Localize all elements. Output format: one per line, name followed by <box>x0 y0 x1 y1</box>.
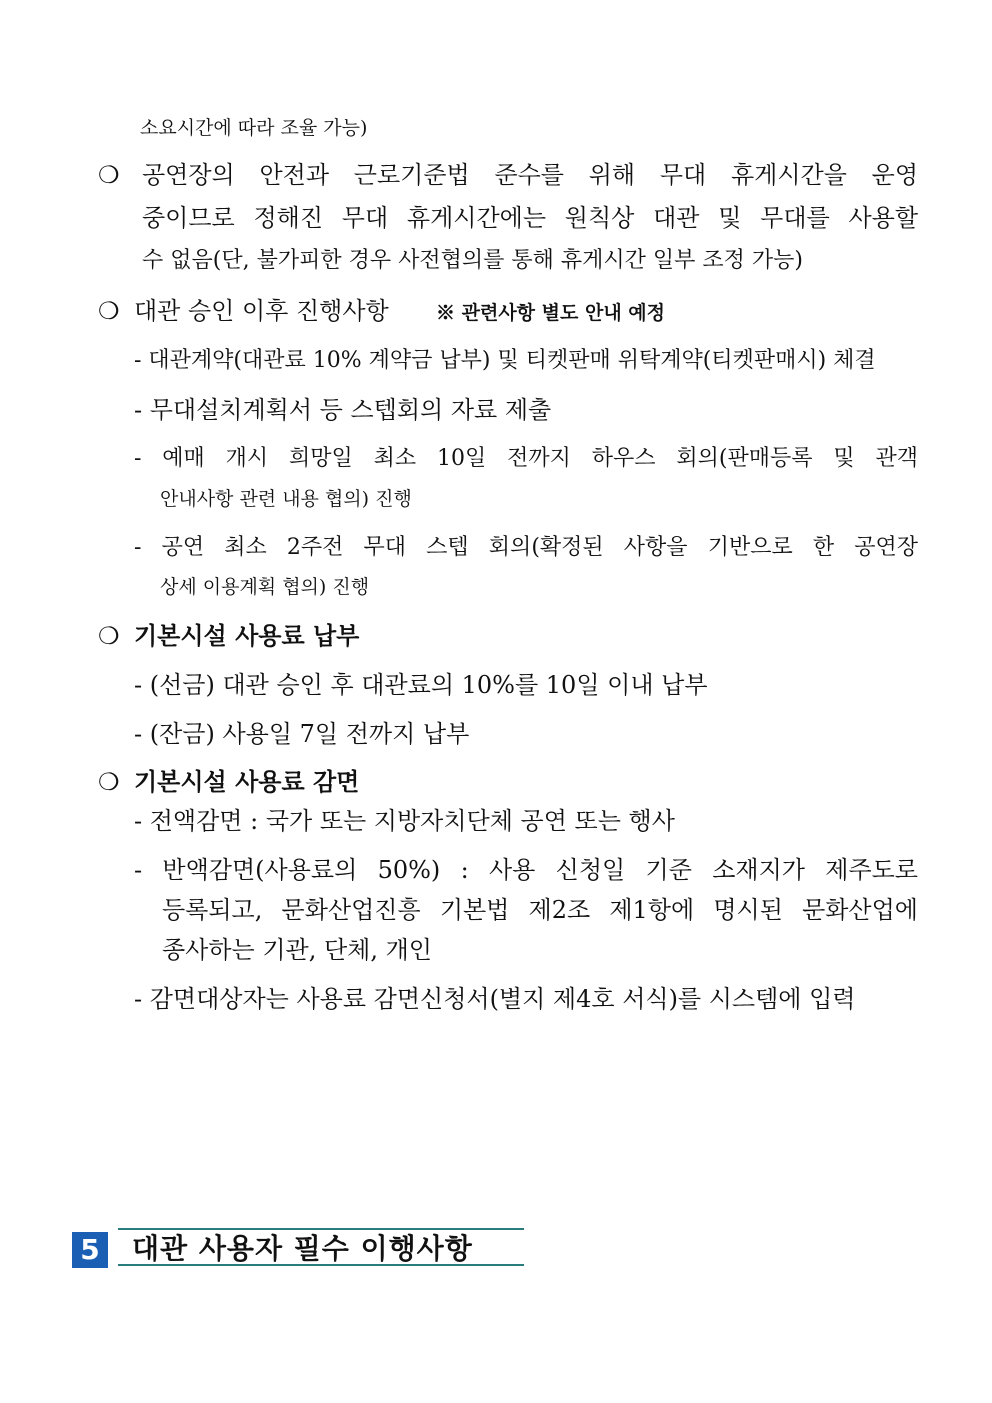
paragraph-line: 공연장의 안전과 근로기준법 준수를 위해 무대 휴게시간을 운영 <box>142 161 918 189</box>
sub-item: - (잔금) 사용일 7일 전까지 납부 <box>134 720 470 748</box>
sub-item: - 대관계약(대관료 10% 계약금 납부) 및 티켓판매 위탁계약(티켓판매시) 체결 <box>134 348 876 373</box>
sub-item: - 무대설치계획서 등 스텝회의 자료 제출 <box>134 396 552 424</box>
sub-item: - 공연 최소 2주전 무대 스텝 회의(확정된 사항을 기반으로 한 공연장 <box>134 535 918 560</box>
sub-item-continuation: 등록되고, 문화산업진흥 기본법 제2조 제1항에 명시된 문화산업에 <box>162 896 918 924</box>
circle-bullet-icon: ❍ <box>98 768 120 796</box>
sub-item: - 예매 개시 희망일 최소 10일 전까지 하우스 회의(판매등록 및 관객 <box>134 446 918 471</box>
sub-item: - 전액감면 : 국가 또는 지방자치단체 공연 또는 행사 <box>134 807 675 835</box>
circle-bullet-icon: ❍ <box>98 622 120 650</box>
section-title: 대관 사용자 필수 이행사항 <box>118 1228 524 1266</box>
sub-item: - 반액감면(사용료의 50%) : 사용 신청일 기준 소재지가 제주도로 <box>134 856 918 884</box>
sub-item-continuation: 상세 이용계획 협의) 진행 <box>160 576 370 598</box>
sub-item: - (선금) 대관 승인 후 대관료의 10%를 10일 이내 납부 <box>134 671 708 699</box>
item-heading: 대관 승인 이후 진행사항 <box>134 297 389 325</box>
circle-bullet-icon: ❍ <box>98 161 120 189</box>
sub-item: - 감면대상자는 사용료 감면신청서(별지 제4호 서식)를 시스템에 입력 <box>134 985 856 1013</box>
paragraph-line: 중이므로 정해진 무대 휴게시간에는 원칙상 대관 및 무대를 사용할 <box>142 204 918 232</box>
circle-bullet-icon: ❍ <box>98 297 120 325</box>
sub-item-continuation: 안내사항 관련 내용 협의) 진행 <box>160 488 412 510</box>
continuation-text: 소요시간에 따라 조율 가능) <box>140 117 368 139</box>
item-heading: 기본시설 사용료 감면 <box>134 767 360 796</box>
paragraph-line: 수 없음(단, 불가피한 경우 사전협의를 통해 휴게시간 일부 조정 가능) <box>142 248 803 273</box>
item-note: ※ 관련사항 별도 안내 예정 <box>436 302 665 324</box>
section-number-badge: 5 <box>72 1232 108 1268</box>
sub-item-continuation: 종사하는 기관, 단체, 개인 <box>162 936 432 964</box>
item-heading: 기본시설 사용료 납부 <box>134 621 360 650</box>
